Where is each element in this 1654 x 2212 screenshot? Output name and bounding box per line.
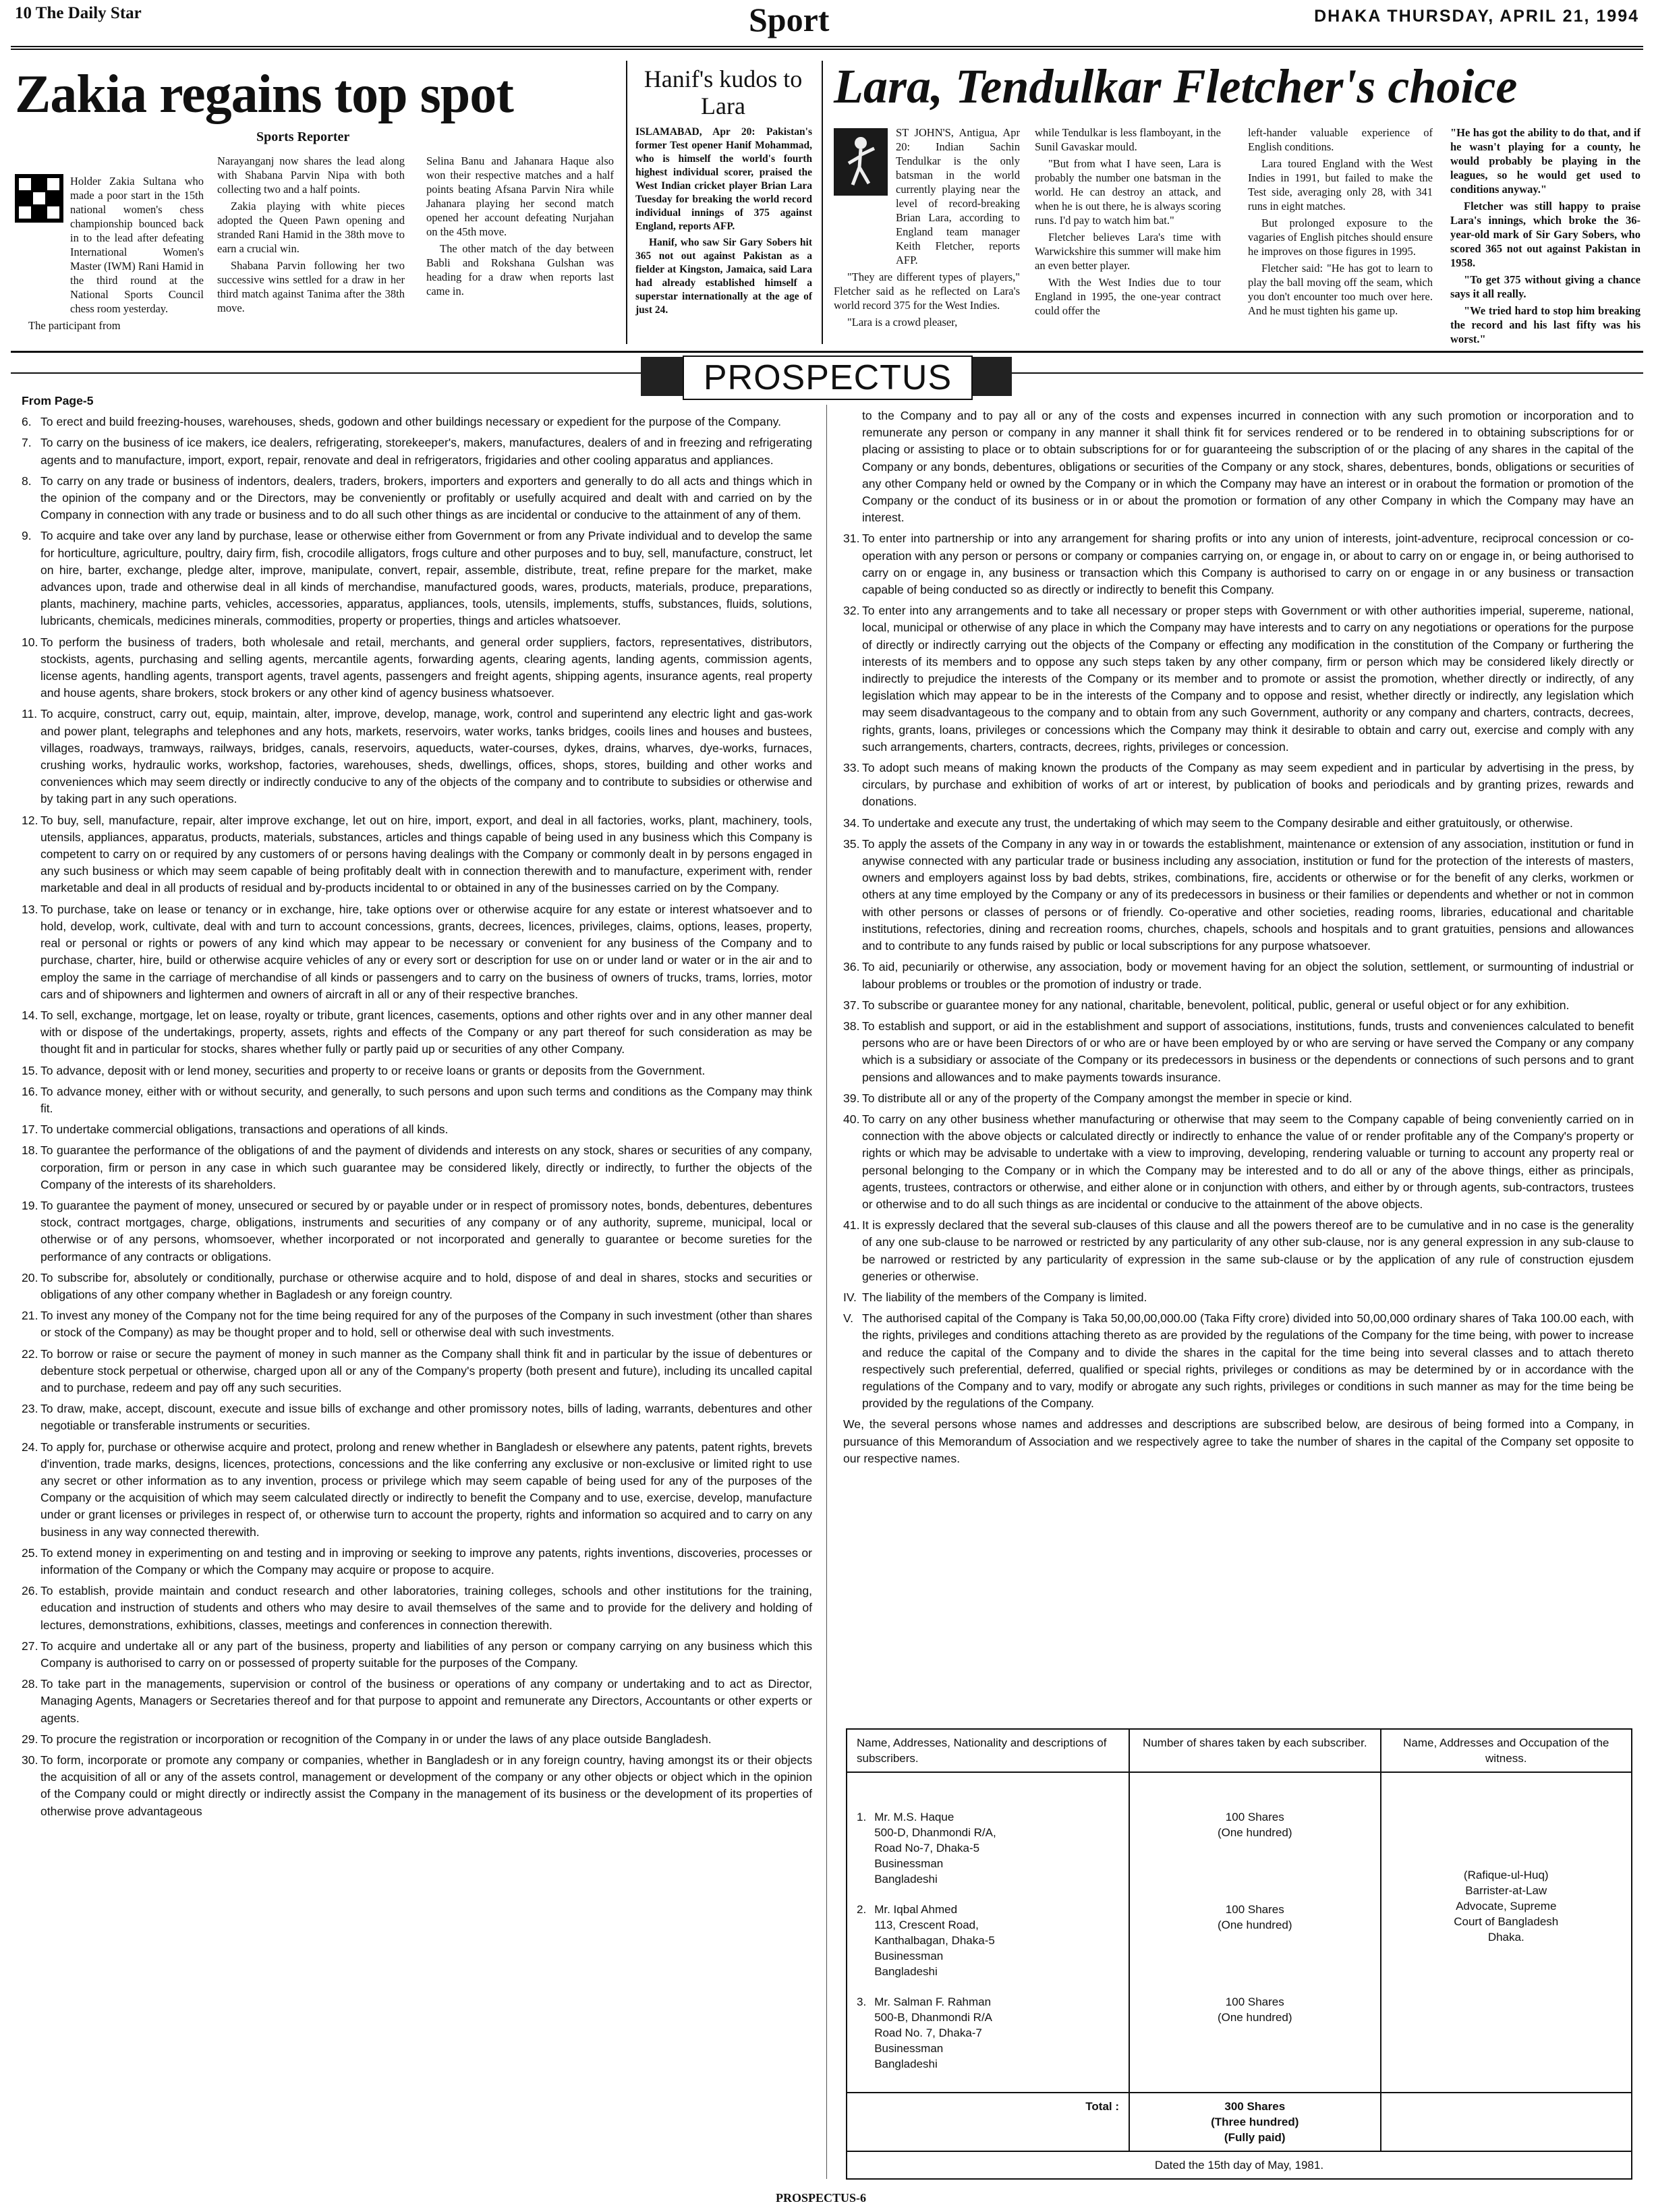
subscriber-line: Bangladeshi bbox=[874, 2058, 938, 2070]
table-header: Name, Addresses and Occupation of the witness. bbox=[1381, 1729, 1632, 1772]
clause-item bbox=[22, 812, 812, 897]
clause-text: To undertake and execute any trust, the undertaking of which may seem to the Company desirable and either gratuitously, or otherwise. bbox=[862, 816, 1573, 830]
story1-para: The participant from bbox=[28, 319, 121, 332]
subscriber-line: Mr. Salman F. Rahman bbox=[874, 1995, 992, 2008]
witness-cell bbox=[1381, 1772, 1632, 2093]
clause-text: To aid, pecuniarily or otherwise, any association, body or movement having for an object the solution, settlement, or surmounting of industrial or labour problems or troubles or the promotion of industry or trade. bbox=[862, 960, 1634, 991]
headline-zakia: Zakia regains top spot bbox=[15, 65, 513, 124]
prospectus-left-column bbox=[22, 393, 812, 1824]
column-rule bbox=[826, 405, 827, 2179]
clause-item bbox=[22, 528, 812, 629]
clause-text: To sell, exchange, mortgage, let on lease, royalty or tribute, grant licences, casements, options and other rights over and in any other manner deal with or dispose of the undertakings, property, assets, rights and effects of the Company or any part thereof for such consideration as may be thought fit and in particular for stocks, shares whether fully or partly paid up or securities of any other Company. bbox=[40, 1008, 812, 1056]
clause-item bbox=[22, 1752, 812, 1820]
clause-text: To buy, sell, manufacture, repair, alter improve exchange, let out on hire, import, export, and deal in all factories, works, plant, machinery, tools, utensils, appliances, apparatus, products, materials, substances, articles and things capable of being used in any business which this Company is competent to carry on or required by any customers of or persons having dealings with the Company or commonly dealt in by persons engaged in any such business or which may seem capable of being profitably dealt with in connection therewith and to manufacture, experiment with, render marketable and deal in all products of residual and by-products incidental to or obtained in any of the businesses carried on by the Company. bbox=[40, 813, 812, 895]
clause-text: To form, incorporate or promote any company or companies, whether in Bangladesh or in any foreign country, having amongst its or their objects the acquisition of all or any of the assets control, management or development of the company or any other objects or object which in the opinion of the Company could or might directly or indirectly assist the Company in the management of its business or the development of its properties of otherwise prove advantageous bbox=[40, 1753, 812, 1818]
story1-para: Zakia playing with white pieces adopted the Queen Pawn opening and stranded Rani Hamid in the 38th move to earn a crucial win. bbox=[217, 200, 405, 255]
clause-item bbox=[843, 1217, 1634, 1285]
subscriber-line: Mr. M.S. Haque bbox=[874, 1811, 954, 1823]
clause-item bbox=[843, 959, 1634, 992]
clause-text: To apply for, purchase or otherwise acquire and protect, prolong and renew whether in Bangladesh or elsewhere any patents, patent rights, brevets d'invention, trade marks, designs, licences, protections, concessions and the like conferring any exclusive or non-exclusive or limited right to use any secret or other information as to any invention, process or privilege which may seem capable of being used for any of the purposes of the Company or the acquisition of which may seem calculated directly or indirectly to benefit the Company and to use, exercise, develop, manufacture under or grant licenses or privileges in respect of, or otherwise turn to account the property, rights and information so acquired and to carry on any business in any way connected therewith. bbox=[40, 1440, 812, 1539]
clause-text: To undertake commercial obligations, transactions and operations of all kinds. bbox=[40, 1123, 449, 1137]
clause-item bbox=[843, 1310, 1634, 1412]
clause-text: To subscribe for, absolutely or conditionally, purchase or otherwise acquire and to hold, dispose of and deal in shares, stocks and securities or obligations of any other company whether in Bagladesh or any foreign country. bbox=[40, 1270, 812, 1301]
clause-number: 33. bbox=[843, 761, 860, 775]
clause-number: 32. bbox=[843, 604, 860, 618]
clause-number: 14. bbox=[22, 1008, 38, 1022]
story1-col1 bbox=[15, 174, 204, 335]
clause-number: 8. bbox=[22, 474, 32, 488]
story3-para: "To get 375 without giving a chance says it all really. bbox=[1450, 273, 1641, 300]
story3-para: Fletcher was still happy to praise Lara's innings, which broke the 36-year-old mark of Sir Gary Sobers, who scored 365 not out against Pakistan in 1958. bbox=[1450, 200, 1641, 269]
story2-para: ISLAMABAD, Apr 20: Pakistan's former Test opener Hanif Mohammad, who is himself the world's fourth highest individual scorer, praised the West Indian cricket player Brian Lara Tuesday for breaking the world record individual innings of 375 against England, reports AFP. bbox=[635, 126, 812, 232]
story3-para: "Lara is a crowd pleaser, bbox=[847, 316, 958, 329]
clause-item bbox=[22, 434, 812, 468]
total-line: (Three hundred) bbox=[1211, 2116, 1299, 2128]
from-page: From Page-5 bbox=[22, 394, 94, 407]
clause-text: To guarantee the payment of money, unsecured or secured by or payable under or in respect of promissory notes, bonds, debentures, debentures stock, contract mortgages, charge, obligations, instruments and securities of any company or of any authority, supreme, municipal, local or otherwise or of any persons, whomsoever, whether incorporated or not incorporated and generally to guarantee or become sureties for the performance of any contracts or obligations. bbox=[40, 1198, 812, 1264]
clause-text: To enter into any arrangements and to take all necessary or proper steps with Government or with other authorities imperial, supereme, national, local, municipal or otherwise of any place in which the Company may have interests and to carry on any negotiations or operations for the purpose of directly or indirectly carrying out the objects of the Company or effecting any modification in the constitution of the Company or furthering the interests of its members and to oppose any such steps taken by any other company, firm or person which may be considered likely directly or indirectly to prejudice the interests of the Company or its member and to promote or assist the promotion, whether directly or indirectly, of any legislation which may appear to be in the interests of the Company and to oppose and resist, whether directly or indirectly, any legislation which may seem disadvantageous to the company and to obtain from any such Government, authority or any company and charters, contracts, decrees, rights, grants, loans, privileges or concessions which the Company may think it desirable to obtain and carry out, exercise and comply with any such arrangements, charters, contracts, decrees, rights, privileges or concession. bbox=[862, 604, 1634, 754]
clause-number: 15. bbox=[22, 1063, 38, 1077]
clause-item bbox=[843, 530, 1634, 598]
clause-item bbox=[22, 1731, 812, 1748]
clause-item bbox=[22, 901, 812, 1003]
masthead-rule bbox=[11, 46, 1643, 50]
clause-text: To acquire, construct, carry out, equip, maintain, alter, improve, develop, manage, work, control and superintend any electric light and gas-work and power plant, telegraphs and telephones and any hots, markets, reservoirs, water works, tanks bridges, cooils lines and houses and bustees, villages, roadways, tramways, railways, bridges, canals, reservoirs, aqueducts, water-courses, dykes, drains, wharves, dye-works, furnaces, crushing works, hydraulic works, workshop, factories, warehouses, sheds, dwellings, offices, shops, stores, building and other works and conveniences which may seem directly or indirectly conducive to any of the objects of the company and to contribute to subsidies or otherwise and by taking part in any such operations. bbox=[40, 707, 812, 806]
story1-para: Shabana Parvin following her two successive wins settled for a draw in her third match against Tanima after the 38th move. bbox=[217, 259, 405, 314]
headline-lara: Lara, Tendulkar Fletcher's choice bbox=[834, 59, 1518, 113]
clause-number: 16. bbox=[22, 1084, 38, 1098]
subscriber-line: 113, Crescent Road, bbox=[874, 1919, 979, 1931]
clause-text: To acquire and undertake all or any part of the business, property and liabilities of any person or company carrying on any business which this Company is authorised to carry on or possessed of property suitable for the purposes of the Company. bbox=[40, 1639, 812, 1670]
clause-number: 39. bbox=[843, 1091, 860, 1105]
story3-para: "We tried hard to stop him breaking the record and his last fifty was his worst." bbox=[1450, 304, 1641, 345]
clause-item bbox=[22, 1439, 812, 1541]
clause-text: To acquire and take over any land by purchase, lease or otherwise either from Government or from any Private individual and to develop the same for horticulture, agriculture, poultry, dairy firm, fish, crocodile alligators, frogs culture and other purposes and to buy, sell, manufacture, construct, let on hire, barter, exchange, pledge alter, improve, manipulate, convert, repair, assemble, distribute, treat, refine prepare for the market, make advances upon, trade and otherwise deal in all kinds of merchandise, manufactured goods, wares, products, materials, produce, preparations, plants, machinery, machine parts, vehicles, accessories, apparatus, appliances, tools, utensils, implements, stuffs, substances, fluids, solutions, lubricants, chemicals, medicines minerals, commodities, property or properties, things and articles whatsoever. bbox=[40, 529, 812, 628]
subscriber-line: Road No. 7, Dhaka-7 bbox=[874, 2026, 982, 2039]
clause-text: To extend money in experimenting on and testing and in improving or seeking to improve any patents, rights inventions, discoveries, processes or information of the Company or which the Company may acquire or propose to acquire. bbox=[40, 1545, 812, 1577]
witness-line: Barrister-at-Law bbox=[1465, 1884, 1547, 1897]
subscriber-number: 1. bbox=[857, 1811, 867, 1823]
story1-para: Holder Zakia Sultana who made a poor start in the 15th national women's chess championship bounced back in to the lead after defeating International Women's Master (IWM) Rani Hamid in the third round at the National Sports Council chess room yesterday. bbox=[70, 175, 204, 315]
clause-item bbox=[22, 634, 812, 702]
clause-number: 34. bbox=[843, 816, 860, 830]
shares-line: (One hundred) bbox=[1217, 1919, 1292, 1931]
total-line: 300 Shares bbox=[1224, 2100, 1286, 2113]
clause-number: 6. bbox=[22, 415, 32, 429]
clause-number: 38. bbox=[843, 1019, 860, 1033]
section-rule bbox=[11, 351, 1643, 353]
story3-para: while Tendulkar is less flamboyant, in the Sunil Gavaskar mould. bbox=[1035, 126, 1221, 153]
story3-para: Lara toured England with the West Indies in 1991, but failed to make the Test side, averaging only 28, with 341 runs in eight matches. bbox=[1248, 157, 1433, 212]
closing-paragraph: We, the several persons whose names and addresses and descriptions are subscribed below, are desirous of being formed into a Company, in pursuance of this Memorandum of Association and we respectively agree to take the number of shares in the capital of the Company set opposite to our respective names. bbox=[843, 1417, 1634, 1465]
clause-item bbox=[22, 1142, 812, 1193]
clause-item bbox=[843, 1018, 1634, 1086]
clause-text: To advance money, either with or without security, and generally, to such persons and upon such terms and conditions as the Company may think fit. bbox=[40, 1084, 812, 1115]
clause-number: 19. bbox=[22, 1198, 38, 1212]
subscribers-table-wrap bbox=[846, 1728, 1632, 2180]
story3-para: ST JOHN'S, Antigua, Apr 20: Indian Sachin Tendulkar is the only batsman in the world currently playing near the level of record-breaking Brian Lara, according to England team manager Keith Fletcher, reports AFP. bbox=[896, 126, 1020, 266]
clause-item bbox=[22, 1545, 812, 1579]
clause-number: 22. bbox=[22, 1346, 38, 1361]
clause-number: 12. bbox=[22, 813, 38, 827]
clause-text: It is expressly declared that the several sub-clauses of this clause and all the powers thereof are to be cumulative and in no case is the generality of any one sub-clause to be narrowed or restricted by any particularity of any other sub-clause, nor is any general expression in any sub-clause to be narrowed or restricted by any particularity of expression in the same sub-clause or by the application of any rule of construction ejusdem generies or otherwise. bbox=[862, 1218, 1634, 1283]
story3-col2 bbox=[1035, 125, 1221, 320]
shares-line: 100 Shares bbox=[1225, 1903, 1284, 1916]
clause-number: 7. bbox=[22, 436, 32, 450]
clause-item bbox=[22, 1676, 812, 1727]
clause-item bbox=[22, 1400, 812, 1434]
story1-para: Narayanganj now shares the lead along with Shabana Parvin Nipa with both collecting two and a half points. bbox=[217, 154, 405, 196]
clause-text: To distribute all or any of the property of the Company amongst the member in specie or kind. bbox=[862, 1091, 1352, 1105]
subscriber-line: Businessman bbox=[874, 2042, 944, 2055]
clause-text: The liability of the members of the Company is limited. bbox=[862, 1290, 1147, 1304]
clause-number: 28. bbox=[22, 1677, 38, 1691]
clause-text: To carry on any other business whether manufacturing or otherwise that may seem to the Company capable of being conveniently carried on in connection with the above objects or calculated directly or indirectly to enhance the value of or render profitable any of the Company's property or rights or which may be advisable to undertake with a view to improving, developing, rendering valuable or turning to account any property real or personal belonging to the Company or in which the Company may be interested and to do all or any of the above things, either as principals, agents, trustees, contractors or otherwise, and either alone or in conjunction with others, and either by or through agents, sub-contractors, trustees or otherwise and to do all such things as are incidental or conducive to the attainment of the above objects. bbox=[862, 1112, 1634, 1211]
subscriber-number: 3. bbox=[857, 1995, 867, 2008]
clause-text: To borrow or raise or secure the payment of money in such manner as the Company shall think fit and in particular by the issue of debentures or debenture stock perpetual or otherwise, charged upon all or any of the Company's property (both present and future), including its uncalled capital and to purchase, redeem and pay off any such securities. bbox=[40, 1346, 812, 1394]
column-rule bbox=[822, 61, 823, 344]
clause-item bbox=[22, 1197, 812, 1266]
shares-entry bbox=[1139, 1994, 1370, 2087]
clause-item bbox=[22, 706, 812, 807]
clause-number: 9. bbox=[22, 529, 32, 543]
clause-number: 23. bbox=[22, 1402, 38, 1416]
clause-text: To subscribe or guarantee money for any national, charitable, benevolent, political, public, general or useful object or for any exhibition. bbox=[862, 998, 1570, 1012]
clause-item bbox=[22, 1270, 812, 1303]
subscriber-names-cell bbox=[847, 1772, 1129, 2093]
clause-text: To invest any money of the Company not for the time being required for any of the purposes of the Company in such investment (other than shares or stock of the Company) as may be thought proper and to hold, sell or otherwise deal with such investments. bbox=[40, 1309, 812, 1340]
story1-para: The other match of the day between Babli and Rokshana Gulshan was heading for a draw when reports last came in. bbox=[426, 242, 614, 297]
story1-para: Selina Banu and Jahanara Haque also won their respective matches and a half points beating Afsana Parvin Nira while Jahanara playing her second match opened her account defeating Nurjahan on the 45th move. bbox=[426, 154, 614, 238]
clause-item bbox=[843, 815, 1634, 832]
shares-line: (One hundred) bbox=[1217, 1826, 1292, 1839]
clause-text: To carry on any trade or business of indentors, dealers, traders, brokers, importers and exporters and generally to do all acts and things which in the opinion of the company and or the Directors, may be conveniently or profitably or usefully acquired and dealt with and carried on by the Company in connection with any trade or business and to do all such other things as are incidental or conducive to the attainment of any of them. bbox=[40, 474, 812, 522]
subscriber-line: Businessman bbox=[874, 1857, 944, 1870]
clause-text: To advance, deposit with or lend money, securities and property to or receive loans or grants or deposits from the Government. bbox=[40, 1063, 706, 1077]
shares-entry bbox=[1139, 1809, 1370, 1902]
clause-item bbox=[22, 1583, 812, 1634]
clause-item bbox=[22, 1307, 812, 1341]
subscriber-number: 2. bbox=[857, 1903, 867, 1916]
clause-text: To establish, provide maintain and conduct research and other laboratories, training colleges, schools and other institutions for the training, education and instruction of students and others who may desire to avail themselves of the same and to provide for the delivery and holding of lectures, demonstrations, exhibitions, classes, meetings and conferences in connection therewith. bbox=[40, 1584, 812, 1632]
witness-line: (Rafique-ul-Huq) bbox=[1463, 1869, 1549, 1881]
clause-item bbox=[843, 997, 1634, 1014]
clause-number: 20. bbox=[22, 1270, 38, 1284]
clause-number: 17. bbox=[22, 1123, 38, 1137]
subscriber-line: Bangladeshi bbox=[874, 1873, 938, 1885]
clause-item bbox=[843, 1090, 1634, 1107]
clause-text: To take part in the managements, supervision or control of the business or operations of any company or undertaking and to act as Director, Managing Agents, Managers or Secretaries thereof and for that purpose to appoint and remunerate any Directors, Accountants or other experts or agents. bbox=[40, 1677, 812, 1725]
clause-item bbox=[22, 1121, 812, 1138]
story2-body bbox=[635, 125, 812, 320]
clause-number: 35. bbox=[843, 836, 860, 851]
clause-item bbox=[843, 836, 1634, 955]
clause-text: To establish and support, or aid in the establishment and support of associations, institutions, funds, trusts and conveniences calculated to benefit persons who are or have been Directors of or who are or have been employed by or who are serving or have served the Company or any company which is a subsidiary or associate of the Company or its predecessors in business or the dependents or connections of such persons and to grant pensions and allowances and to make payments towards insurance. bbox=[862, 1019, 1634, 1084]
story3-para: But prolonged exposure to the vagaries of English pitches should ensure he improves on those figures in 1995. bbox=[1248, 217, 1433, 258]
clause-number: 21. bbox=[22, 1309, 38, 1323]
clause-number: 31. bbox=[843, 532, 860, 546]
section-title: Sport bbox=[749, 1, 830, 38]
story3-para: left-hander valuable experience of English conditions. bbox=[1248, 126, 1433, 153]
continued-text: to the Company and to pay all or any of the costs and expenses incurred in connection with any such promotion or incorporation and to remunerate any person or company in any manner it shall think fit for services rendered or to be rendered in to obtaining subscriptions for or placing or assisting to place or to obtain subscriptions for or for guaranteeing the subscription of or the placing of any shares in the capital of the Company or any bonds, debentures, obligations or securities of the Company or any stock, shares, debentures, bonds, obligations or securities of any other Company held or owned by the Company or in which the Company may have an interest or in orabout the formation or promotion of the Company or the conduct of its business or in or about the promotion or formation of any other Company in which the Company may have an interest. bbox=[862, 409, 1634, 525]
shares-entry bbox=[1139, 1902, 1370, 1994]
story2-para: Hanif, who saw Sir Gary Sobers hit 365 not out against Pakistan as a fielder at Kingston, Jamaica, said Lara had already established himself a superstar internationally at the age of just 24. bbox=[635, 237, 812, 316]
table-header: Name, Addresses, Nationality and descriptions of subscribers. bbox=[847, 1729, 1129, 1772]
clause-text: To procure the registration or incorporation or recognition of the Company in or under the laws of any place outside Bangladesh. bbox=[40, 1732, 712, 1746]
clause-number: IV. bbox=[843, 1290, 857, 1304]
subscriber-line: Road No-7, Dhaka-5 bbox=[874, 1842, 980, 1854]
clause-text: To carry on the business of ice makers, ice dealers, refrigerating, storekeeper's, makers, manufactures, dealers of and in freezing and refrigerating agents and to manufacture, import, export, repair, renovate and deal in refrigerators, frigidaries and other cooling apparatus and appliances. bbox=[40, 436, 812, 467]
clause-text: To erect and build freezing-houses, warehouses, sheds, godown and other buildings necessary or expedient for the purpose of the Company. bbox=[40, 415, 782, 429]
clause-text: To enter into partnership or into any arrangement for sharing profits or into any union of interests, joint-adventure, reciprocal concession or co-operation with any person or persons or company or companies carrying on, or engage in, or about to carry on or engage in, or being authorised to carry on or engage in, any business or transaction which this Company is authorised to carry on or engage in or any business or transaction capable of being conducted so as directly or indirectly to benefit this Company. bbox=[862, 532, 1634, 597]
total-line: (Fully paid) bbox=[1224, 2131, 1286, 2144]
clause-number: 25. bbox=[22, 1545, 38, 1560]
story3-para: "But from what I have seen, Lara is probably the number one batsman in the world. He can destroy an attack, and when he is out there, he is always scoring runs. I'd pay to watch him bat." bbox=[1035, 157, 1221, 227]
prospectus-banner: PROSPECTUS bbox=[683, 356, 973, 400]
subscriber-line: Businessman bbox=[874, 1950, 944, 1962]
subscriber-line: 500-D, Dhanmondi R/A, bbox=[874, 1826, 996, 1839]
subscriber-shares-cell bbox=[1129, 1772, 1380, 2093]
prospectus-right-column bbox=[843, 407, 1634, 1471]
clause-number: 10. bbox=[22, 635, 38, 649]
clause-number: 24. bbox=[22, 1440, 38, 1454]
clause-item bbox=[843, 1111, 1634, 1213]
dateline: DHAKA THURSDAY, APRIL 21, 1994 bbox=[1314, 7, 1639, 26]
clause-number: 29. bbox=[22, 1732, 38, 1746]
clause-number: 13. bbox=[22, 902, 38, 916]
clause-text: To adopt such means of making known the products of the Company as may seem expedient and in particular by advertising in the press, by circulars, by purchase and exhibition of works of art or interest, by publication of books and periodicals and by granting prizes, rewards and donations. bbox=[862, 761, 1634, 809]
clause-item bbox=[843, 760, 1634, 811]
story1-col2 bbox=[217, 154, 405, 318]
byline: Sports Reporter bbox=[256, 130, 350, 144]
story3-para: Fletcher believes Lara's time with Warwickshire this summer will make him an even better player. bbox=[1035, 231, 1221, 272]
witness-line: Dhaka. bbox=[1487, 1931, 1524, 1944]
story3-para: Fletcher said: "He has got to learn to play the ball moving off the seam, which you don't encounter too much over here. And he must tighten his game up. bbox=[1248, 262, 1433, 317]
subscriber-line: Bangladeshi bbox=[874, 1965, 938, 1978]
clause-number: V. bbox=[843, 1311, 854, 1326]
clause-number: 37. bbox=[843, 998, 860, 1012]
column-rule bbox=[626, 61, 627, 344]
story3-para: "They are different types of players," Fletcher said as he reflected on Lara's world record 375 for the West Indies. bbox=[834, 271, 1020, 312]
clause-text: To draw, make, accept, discount, execute and issue bills of exchange and other promissory notes, bills of lading, warrants, debentures and other negotiable or transferable instruments or securities. bbox=[40, 1402, 812, 1433]
clause-item bbox=[843, 1289, 1634, 1306]
story3-col4 bbox=[1450, 125, 1641, 349]
story3-col1 bbox=[834, 125, 1020, 332]
clause-number: 30. bbox=[22, 1753, 38, 1767]
subscriber-entry bbox=[857, 1809, 1119, 1887]
shares-line: (One hundred) bbox=[1217, 2011, 1292, 2024]
subscribers-table bbox=[846, 1728, 1632, 2180]
subscriber-line: Mr. Iqbal Ahmed bbox=[874, 1903, 958, 1916]
subscriber-entry bbox=[857, 1994, 1119, 2072]
page-footer: PROSPECTUS-6 bbox=[776, 2191, 867, 2205]
headline-hanif: Hanif's kudos to Lara bbox=[644, 65, 803, 119]
clause-text: To perform the business of traders, both wholesale and retail, merchants, and general order suppliers, factors, representatives, distributors, stockists, agents, purchasing and selling agents, mercantile agents, forwarding agents, clearing agents, landing agents, commission agents, license agents, handling agents, transport agents, travel agents, passengers and freight agents, shipping agents, insurance agents, real property and house agents, share brokers, stock brokers or any other kind of agency business whatsoever. bbox=[40, 635, 812, 700]
clause-item bbox=[843, 602, 1634, 756]
shares-line: 100 Shares bbox=[1225, 1995, 1284, 2008]
total-label: Total : bbox=[847, 2093, 1129, 2151]
clause-item bbox=[22, 1007, 812, 1058]
clause-number: 11. bbox=[22, 707, 38, 721]
witness-line: Court of Bangladesh bbox=[1454, 1915, 1559, 1928]
page-folio: 10 The Daily Star bbox=[15, 4, 142, 22]
clause-number: 26. bbox=[22, 1584, 38, 1598]
clause-number: 27. bbox=[22, 1639, 38, 1653]
clause-number: 36. bbox=[843, 960, 860, 974]
story3-col3 bbox=[1248, 125, 1433, 320]
clause-item bbox=[22, 1062, 812, 1079]
subscriber-line: Kanthalbagan, Dhaka-5 bbox=[874, 1934, 995, 1947]
clause-text: To purchase, take on lease or tenancy or in exchange, hire, take options over or otherwise acquire for any estate or interest whatsoever and to hold, develop, work, cultivate, deal with and turn to account concessions, grants, decrees, licences, privileges, claims, options, leases, property, real or personal or rights or powers of any kind which may appear to be necessary or convenient for any business of the Company and to purchase, charter, hire, build or otherwise acquire vehicles of any or every sort or description for use on or under land or water or in the air and to employ the same in the carriage of merchandise of all kinds or passengers and to carry on the business of owners of trucks, trams, lorries, motor cars and of shipowners and lightermen and owners of aircraft in all or any of their respective branches. bbox=[40, 902, 812, 1001]
story3-para: "He has got the ability to do that, and if he wasn't playing for a county, he would probably be playing in the leagues, so he would get used to conditions anyway." bbox=[1450, 126, 1641, 196]
clause-number: 40. bbox=[843, 1112, 860, 1126]
story3-para: With the West Indies due to tour England in 1995, the one-year contract could offer the bbox=[1035, 276, 1221, 317]
clause-number: 41. bbox=[843, 1218, 860, 1232]
total-cell bbox=[1129, 2093, 1380, 2151]
clause-text: To guarantee the performance of the obligations of and the payment of dividends and interests on any stock, shares or securities of any company, corporation, firm or person in any case in which such guarantee may be considered likely, directly or indirectly, to further the objects of the Company of the interests of its shareholders. bbox=[40, 1143, 812, 1191]
table-header: Number of shares taken by each subscriber. bbox=[1129, 1729, 1380, 1772]
dated-line: Dated the 15th day of May, 1981. bbox=[847, 2151, 1632, 2179]
shares-line: 100 Shares bbox=[1225, 1811, 1284, 1823]
witness-line: Advocate, Supreme bbox=[1456, 1900, 1557, 1912]
subscriber-line: 500-B, Dhanmondi R/A bbox=[874, 2011, 993, 2024]
subscriber-entry bbox=[857, 1902, 1119, 1979]
clause-text: To apply the assets of the Company in any way in or towards the establishment, maintenance or extension of any association, institution or fund in anywise connected with any particular trade or business including any association, institution or fund for the protection of the interests of masters, owners and employers against loss by bad debts, strikes, combinations, fire, accidents or otherwise or for the benefit of any clerks, workmen or others at any time employed by the Company or any of its predecessors in business or their families or dependents and whether or not in common with other persons or classes of persons or of friendly. Co-operative and other societies, reading rooms, libraries, educational and charitable institutions, refectories, dining and recreation rooms, churches, chapels, schools and hospitals and to grant gratuities, pensions and allowances and to contribute to any funds raised by public or local subscriptions for any purpose whatsoever. bbox=[862, 836, 1634, 953]
story1-col3 bbox=[426, 154, 614, 301]
clause-item bbox=[22, 1638, 812, 1672]
clause-text: The authorised capital of the Company is Taka 50,00,00,000.00 (Taka Fifty crore) divided into 50,00,000 ordinary shares of Taka 100.00 each, with the rights, privileges and conditions attaching thereto as are provided by the regulations of the Company for the time being, with power to increase and reduce the capital of the Company and to divide the shares in the capital for the time being into several classes and to attach thereto respectively such preferential, deferred, qualified or special rights, privileges or conditions as may be determined by or in accordance with the regulations of the Company and to vary, modify or abrogate any such rights, privileges or conditions in such manner as may for the time being be provided by the regulations of the Company. bbox=[862, 1311, 1634, 1411]
clause-item bbox=[22, 1346, 812, 1397]
clause-item bbox=[22, 414, 812, 430]
clause-number: 18. bbox=[22, 1143, 38, 1158]
clause-item bbox=[22, 1083, 812, 1117]
clause-item bbox=[22, 473, 812, 524]
